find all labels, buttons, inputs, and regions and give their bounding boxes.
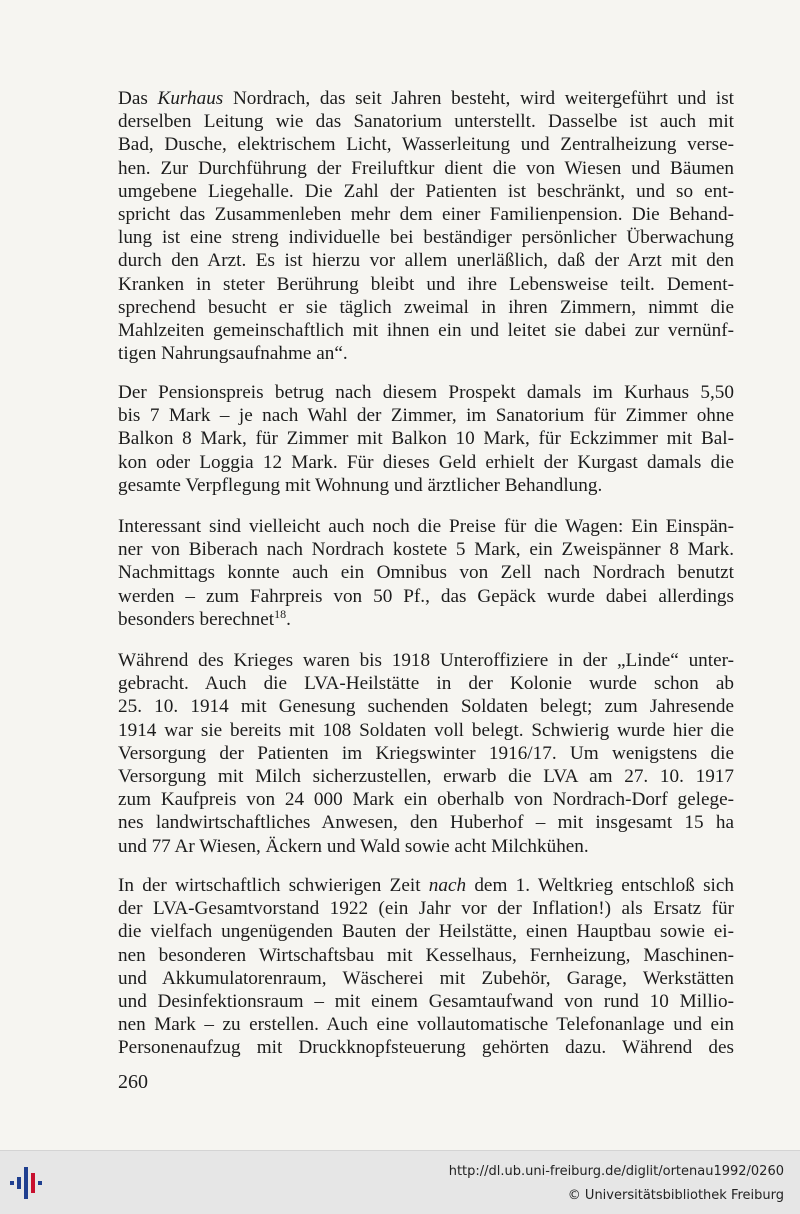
- copyright-notice: © Universitätsbibliothek Freiburg: [567, 1188, 784, 1203]
- ub-freiburg-logo-icon: [8, 1165, 58, 1201]
- text-line: 25. 10. 1914 mit Genesung suchenden Soldaten belegt; zum Jahresende: [118, 696, 734, 718]
- text-line: Mahlzeiten gemeinschaftlich mit ihnen ein und leitet sie dabei zur vernünf-: [118, 320, 734, 342]
- text-line: durch den Arzt. Es ist hierzu vor allem unerläßlich, daß der Arzt mit den: [118, 250, 734, 272]
- text-line: Der Pensionspreis betrug nach diesem Prospekt damals im Kurhaus 5,50: [118, 382, 734, 403]
- text-line: Versorgung der Patienten im Kriegswinter 1916/17. Um wenigstens die: [118, 742, 734, 764]
- text-line: besonders berechnet$^{18}$.: [118, 606, 291, 630]
- page-number: 260: [118, 1071, 148, 1093]
- text-line: werden – zum Fahrpreis von 50 Pf., das Gepäck wurde dabei allerdings: [118, 585, 734, 607]
- text-line: zum Kaufpreis von 24 000 Mark ein oberhalb von Nordrach-Dorf gelege-: [118, 789, 734, 811]
- text-line: derselben Leitung wie das Sanatorium unterstellt. Dasselbe ist auch mit: [118, 111, 734, 133]
- text-line: Bad, Dusche, elektrischem Licht, Wasserleitung und Zentralheizung verse-: [118, 134, 734, 156]
- text-line: Das Kurhaus Nordrach, das seit Jahren besteht, wird weitergeführt und ist: [118, 88, 735, 109]
- text-line: nen besonderen Wirtschaftsbau mit Kesselhaus, Fernheizung, Maschinen-: [118, 944, 734, 966]
- text-line: gesamte Verpflegung mit Wohnung und ärztlicher Behandlung.: [118, 474, 603, 496]
- text-line: und 77 Ar Wiesen, Äckern und Wald sowie acht Milchkühen.: [118, 835, 589, 857]
- text-line: ner von Biberach nach Nordrach kostete 5 Mark, ein Zweispänner 8 Mark.: [118, 539, 734, 561]
- text-line: gebracht. Auch die LVA-Heilstätte in der Kolonie wurde schon ab: [118, 673, 734, 695]
- text-line: Interessant sind vielleicht auch noch die Preise für die Wagen: Ein Einspän-: [118, 516, 734, 537]
- text-line: hen. Zur Durchführung der Freiluftkur dient die von Wiesen und Bäumen: [118, 157, 734, 179]
- paragraph-1: [118, 87, 734, 365]
- footnote-marker: 18: [274, 606, 287, 621]
- text-line: nen Mark – zu erstellen. Auch eine vollautomatische Telefonanlage und ein: [118, 1014, 734, 1036]
- text-line: umgebene Liegehalle. Die Zahl der Patienten ist beschränkt, und so ent-: [118, 180, 734, 202]
- text-line: In der wirtschaftlich schwierigen Zeit nach dem 1. Weltkrieg entschloß sich: [118, 875, 734, 896]
- source-url-link[interactable]: http://dl.ub.uni-freiburg.de/diglit/ortenau1992/0260: [448, 1164, 784, 1179]
- text-line: bis 7 Mark – je nach Wahl der Zimmer, im Sanatorium für Zimmer ohne: [118, 405, 734, 427]
- text-line: tigen Nahrungsaufnahme an“.: [118, 343, 348, 365]
- paragraph-2: [118, 381, 734, 497]
- footer-bar: [0, 1150, 800, 1214]
- text-line: Personenaufzug mit Druckknopfsteuerung gehörten dazu. Während des: [118, 1037, 734, 1059]
- text-line: Versorgung mit Milch sicherzustellen, erwarb die LVA am 27. 10. 1917: [118, 766, 734, 788]
- text-line: der LVA-Gesamtvorstand 1922 (ein Jahr vor der Inflation!) als Ersatz für: [118, 898, 734, 920]
- paragraph-3: [118, 515, 734, 631]
- text-line: nes landwirtschaftliches Anwesen, den Huberhof – mit insgesamt 15 ha: [118, 812, 734, 834]
- text-line: Nachmittags konnte auch ein Omnibus von Zell nach Nordrach benutzt: [118, 562, 734, 584]
- text-line: und Desinfektionsraum – mit einem Gesamtaufwand von rund 10 Millio-: [118, 991, 734, 1013]
- text-line: sprechend besucht er sie täglich zweimal in ihren Zimmern, nimmt die: [118, 296, 734, 318]
- paragraph-5: [118, 874, 734, 1060]
- text-line: Kranken in steter Berührung bleibt und ihre Lebensweise teilt. Dement-: [118, 273, 734, 295]
- text-line: die vielfach ungenügenden Bauten der Heilstätte, einen Hauptbau sowie ei-: [118, 921, 734, 943]
- text-line: 1914 war sie bereits mit 108 Soldaten voll belegt. Schwierig wurde hier die: [118, 719, 734, 741]
- text-line: und Akkumulatorenraum, Wäscherei mit Zubehör, Garage, Werkstätten: [118, 967, 734, 989]
- text-line: Balkon 8 Mark, für Zimmer mit Balkon 10 Mark, für Eckzimmer mit Bal-: [118, 428, 734, 450]
- text-line: Während des Krieges waren bis 1918 Unteroffiziere in der „Linde“ unter-: [118, 650, 734, 671]
- text-line: kon oder Loggia 12 Mark. Für dieses Geld erhielt der Kurgast damals die: [118, 451, 734, 473]
- text-line: lung ist eine streng individuelle bei beständiger persönlicher Überwachung: [118, 227, 734, 249]
- text-line: spricht das Zusammenleben mehr dem einer Familienpension. Die Behand-: [118, 204, 734, 226]
- paragraph-4: [118, 649, 734, 858]
